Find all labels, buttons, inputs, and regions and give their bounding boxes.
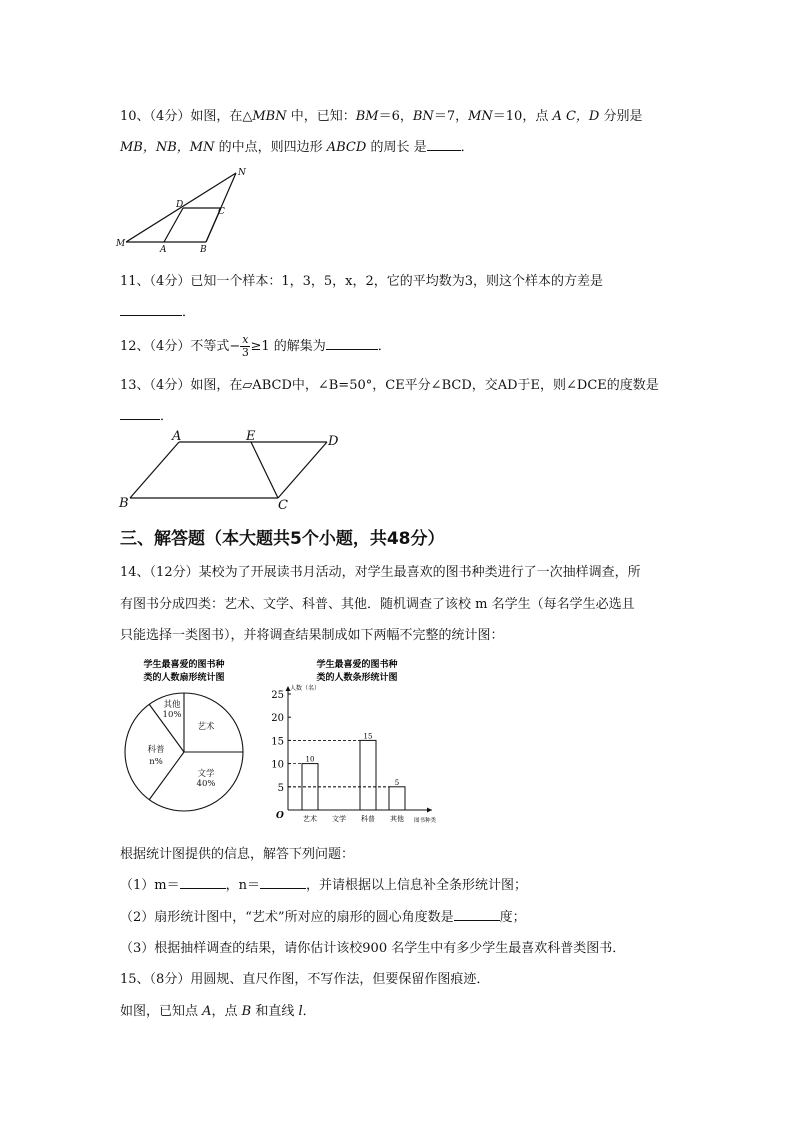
pie-label-lit-pct: 40% <box>196 779 216 789</box>
q14-sub3: （3）根据抽样调查的结果，请你估计该校900 名学生中有多少学生最喜欢科普类图书． <box>120 941 626 956</box>
pie-label-other-pct: 10% <box>162 710 182 720</box>
y-tick-label: 20 <box>271 713 284 725</box>
pie-label-sci: 科普 <box>147 745 165 755</box>
x-tick-label: 艺术 <box>303 815 317 823</box>
q11-line1: 11、（4分）已知一个样本：1，3，5，x，2，它的平均数为3，则这个样本的方差是 <box>120 274 603 289</box>
pie-label-lit: 文学 <box>197 769 215 779</box>
label-D: D <box>328 434 339 449</box>
label-E: E <box>246 429 256 444</box>
answer-blank[interactable] <box>427 138 461 151</box>
q15-line1: 15、（8分）用圆规、直尺作图，不写作法，但要保留作图痕迹． <box>120 972 490 987</box>
x-tick-label: 文学 <box>332 815 346 823</box>
y-tick-label: 15 <box>271 736 284 748</box>
segment-CD <box>278 442 327 498</box>
q12-line: 12、（4分）不等式− $\frac{x}{3}$ ≥1 的解集为 ． <box>120 333 391 359</box>
q14-line1: 14、（12分）某校为了开展读书月活动，对学生最喜欢的图书种类进行了一次抽样调查，所 <box>120 565 641 580</box>
label-M: M <box>116 239 126 249</box>
q14-sub1: （1）m＝ ，n＝ ，并请根据以上信息补全条形统计图； <box>120 878 527 893</box>
q14-after: 根据统计图提供的信息，解答下列问题： <box>120 847 355 862</box>
label-D: D <box>176 200 184 210</box>
answer-blank[interactable] <box>120 303 182 316</box>
q14-sub2: （2）扇形统计图中，“艺术”所对应的扇形的圆心角度数是 度； <box>120 910 526 925</box>
y-tick-label: 10 <box>271 759 284 771</box>
y-axis-label: 人数（名） <box>290 685 321 692</box>
pie-chart <box>118 654 258 819</box>
q11-line2: ． <box>120 301 195 320</box>
q13-line1: 13、（4分）如图，在▱ABCD中，∠B=50°，CE平分∠BCD，交AD于E，则∠DCE的度数是 <box>120 378 659 393</box>
pie-title-line1: 学生最喜爱的图书种 <box>143 660 225 670</box>
section-3-title: 三、解答题（本大题共5个小题，共48分） <box>120 529 445 549</box>
x-axis-label: 图书种类 <box>414 818 437 824</box>
answer-blank[interactable] <box>120 407 160 420</box>
y-tick-label: 25 <box>271 690 284 701</box>
answer-blank-n[interactable] <box>260 876 306 889</box>
q10-line2: MB，NB，MN 的中点，则四边形 ABCD 的周长 是 ． <box>120 140 474 155</box>
q10-triangle-figure <box>114 165 254 255</box>
label-A: A <box>172 429 182 444</box>
bar-data-label: 10 <box>305 755 315 764</box>
label-N: N <box>238 168 246 178</box>
label-B: B <box>119 496 129 511</box>
x-tick-label: 科普 <box>361 815 375 823</box>
pie-label-other: 其他 <box>163 700 181 710</box>
bar-data-label: 5 <box>394 778 400 787</box>
answer-blank-degrees[interactable] <box>454 908 500 921</box>
bar-title-line1: 学生最喜爱的图书种 <box>316 660 398 670</box>
bar-2 <box>360 740 376 810</box>
segment-AB <box>130 442 179 498</box>
bar-title-line2: 类的人数条形统计图 <box>316 673 398 683</box>
label-C: C <box>218 207 225 217</box>
q14-line2: 有图书分成四类：艺术、文学、科普、其他．随机调查了该校 m 名学生（每名学生必选且 <box>120 597 635 612</box>
x-axis-arrow <box>427 808 432 813</box>
q13-parallelogram-figure <box>114 428 344 513</box>
answer-blank[interactable] <box>326 337 378 350</box>
pie-label-sci-pct: n% <box>149 757 163 767</box>
segment-CE <box>251 442 278 498</box>
label-C: C <box>278 498 288 513</box>
label-B: B <box>200 245 207 255</box>
origin-label: O <box>276 811 284 821</box>
bar-data-label: 15 <box>363 732 373 741</box>
answer-blank-m[interactable] <box>180 876 226 889</box>
q10-line1: 10、（4分）如图，在△MBN 中，已知：BM＝6，BN＝7，MN＝10，点 A C，D 分别是 <box>120 109 643 124</box>
pie-title-line2: 类的人数扇形统计图 <box>143 673 225 683</box>
q14-line3: 只能选择一类图书），并将调查结果制成如下两幅不完整的统计图： <box>120 628 504 643</box>
q15-line2: 如图，已知点 A，点 B 和直线 l． <box>120 1004 316 1019</box>
y-tick-label: 5 <box>277 782 284 794</box>
bar-chart <box>262 654 462 826</box>
x-tick-label: 其他 <box>390 815 404 823</box>
q13-line2: ． <box>120 405 173 424</box>
bar-3 <box>389 787 405 810</box>
pie-label-art: 艺术 <box>197 722 215 732</box>
fraction-x-over-3: $\frac{x}{3}$ <box>241 333 249 359</box>
segment-AD <box>164 208 183 242</box>
label-A: A <box>160 245 167 255</box>
